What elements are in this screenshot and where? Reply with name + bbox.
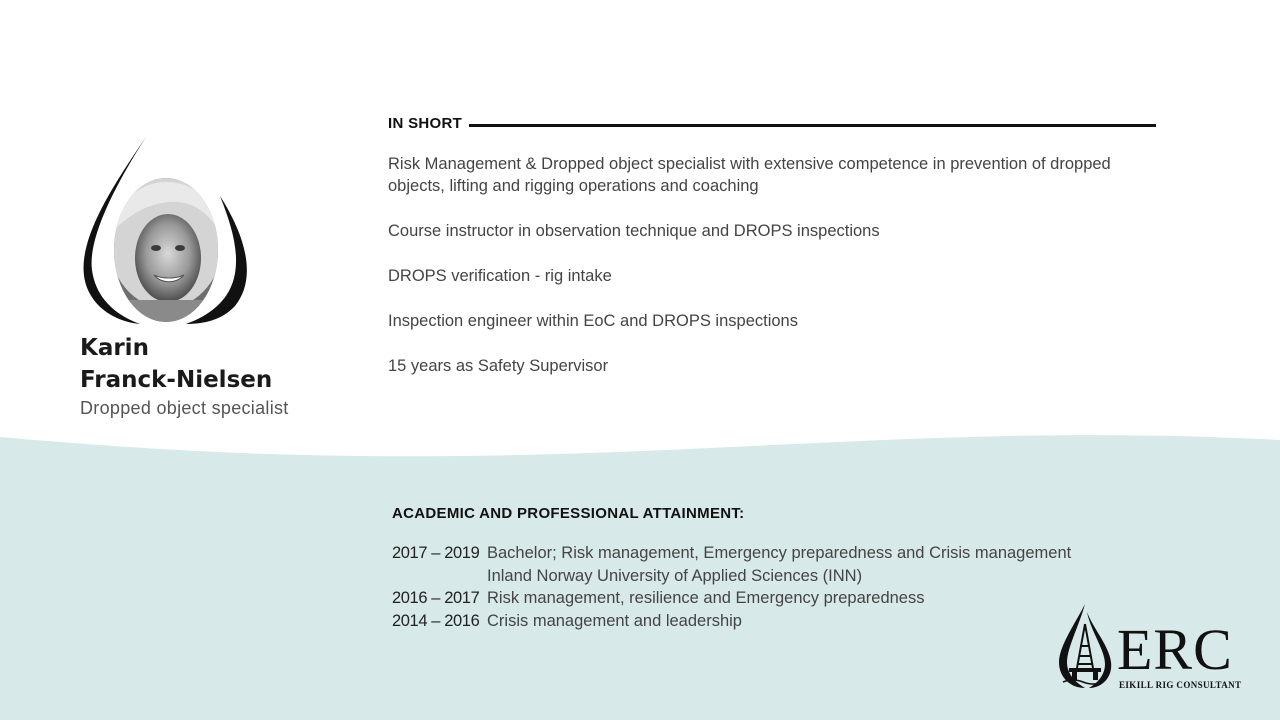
summary-item: 15 years as Safety Supervisor xyxy=(388,357,609,375)
summary-item: Risk Management & Dropped object specialist with extensive competence in prevention of dropped objects, lifting and rigging operations and coaching xyxy=(388,155,1111,195)
entry-period: 2016 – 2017 xyxy=(392,589,480,607)
summary-item: Course instructor in observation technique and DROPS inspections xyxy=(388,222,880,240)
logo-subtitle: EIKILL RIG CONSULTANT xyxy=(1119,680,1242,690)
in-short-list xyxy=(388,153,1158,400)
job-title: Dropped object specialist xyxy=(80,398,289,418)
academic-heading: ACADEMIC AND PROFESSIONAL ATTAINMENT: xyxy=(392,505,745,522)
entry-line: Bachelor; Risk management, Emergency preparedness and Crisis management xyxy=(487,544,1072,562)
first-name: Karin xyxy=(80,335,149,361)
heading-rule xyxy=(469,124,1156,127)
entry-period: 2017 – 2019 xyxy=(392,544,480,562)
in-short-heading xyxy=(388,115,1156,132)
erc-logo xyxy=(1055,602,1245,692)
logo-letters: ERC xyxy=(1117,617,1233,682)
profile-portrait xyxy=(70,130,260,330)
academic-entry xyxy=(392,542,1172,587)
in-short-title: IN SHORT xyxy=(388,115,463,132)
entry-description xyxy=(487,542,1172,587)
summary-item: Inspection engineer within EoC and DROPS inspections xyxy=(388,312,798,330)
name-block xyxy=(80,332,370,419)
entry-line: Crisis management and leadership xyxy=(487,611,742,630)
drop-oil-rig-icon xyxy=(1055,602,1117,692)
entry-line: Inland Norway University of Applied Sciences (INN) xyxy=(487,566,863,585)
portrait-photo xyxy=(108,168,225,330)
last-name: Franck-Nielsen xyxy=(80,367,273,393)
summary-item: DROPS verification - rig intake xyxy=(388,267,612,285)
entry-period: 2014 – 2016 xyxy=(392,611,480,630)
entry-line: Risk management, resilience and Emergency preparedness xyxy=(487,589,925,607)
